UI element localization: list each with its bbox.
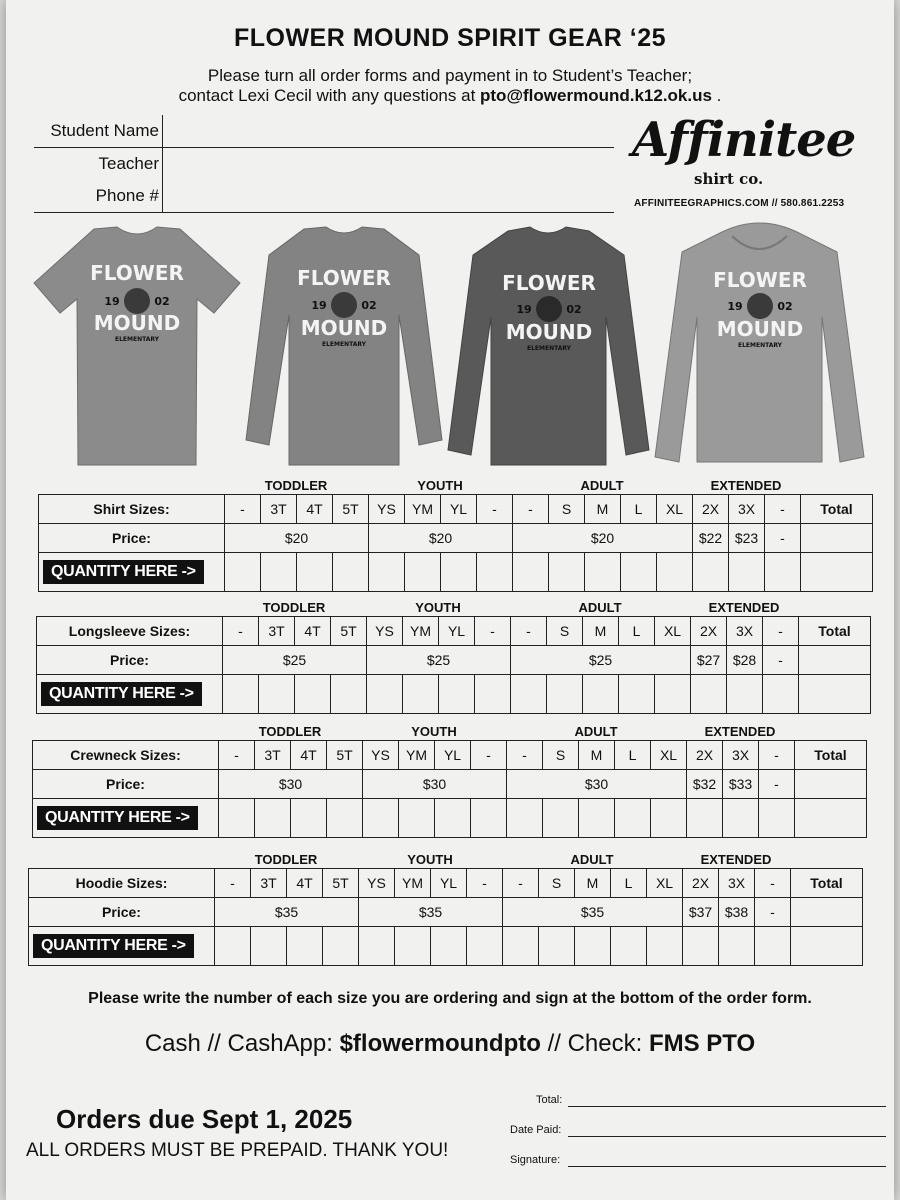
quantity-input[interactable] [297, 553, 333, 592]
size-header: - [507, 741, 543, 770]
size-header: M [575, 869, 611, 898]
size-header: 2X [691, 617, 727, 646]
quantity-input[interactable] [765, 553, 801, 592]
quantity-here-label: QUANTITY HERE -> [43, 560, 204, 584]
print-year-left: 19 [311, 299, 327, 312]
size-header: - [513, 495, 549, 524]
size-header: 3X [727, 617, 763, 646]
quantity-input[interactable] [621, 553, 657, 592]
print-mound: MOUND [505, 320, 593, 344]
print-elementary: ELEMENTARY [114, 336, 160, 343]
quantity-input[interactable] [683, 927, 719, 966]
size-header: 3T [259, 617, 295, 646]
size-header: - [225, 495, 261, 524]
price-adult: $25 [511, 646, 691, 675]
size-header: L [611, 869, 647, 898]
size-header: - [215, 869, 251, 898]
student-info-fields [34, 115, 614, 213]
size-header: 3T [251, 869, 287, 898]
quantity-input[interactable] [619, 675, 655, 714]
price-extended-x2: $27 [691, 646, 727, 675]
quantity-input[interactable] [471, 799, 507, 838]
price-row [37, 646, 871, 675]
print-elementary: ELEMENTARY [737, 342, 783, 349]
price-extended-xdash: - [765, 524, 801, 553]
price-label: Price: [37, 646, 223, 675]
print-year-right: 02 [777, 300, 793, 313]
size-header: S [549, 495, 585, 524]
size-header: YS [367, 617, 403, 646]
quantity-row [29, 927, 863, 966]
size-header: YL [435, 741, 471, 770]
size-header: 3X [723, 741, 759, 770]
size-header: YS [369, 495, 405, 524]
size-header: - [475, 617, 511, 646]
signature-line[interactable] [568, 1166, 886, 1167]
quantity-input[interactable] [611, 927, 647, 966]
print-year-right: 02 [154, 295, 170, 308]
print-year-left: 19 [727, 300, 743, 313]
size-header: 4T [291, 741, 327, 770]
logo-subtitle: shirt co. [694, 170, 764, 188]
group-header-extended: EXTENDED [710, 478, 782, 493]
quantity-input[interactable] [687, 799, 723, 838]
group-header-extended: EXTENDED [700, 852, 772, 867]
quantity-input[interactable] [251, 927, 287, 966]
size-header: - [759, 741, 795, 770]
group-header-extended: EXTENDED [708, 600, 780, 615]
size-header: - [223, 617, 259, 646]
size-header: 4T [297, 495, 333, 524]
size-header: - [765, 495, 801, 524]
size-header: YM [399, 741, 435, 770]
price-youth: $25 [367, 646, 511, 675]
tshirt-image [32, 225, 242, 470]
sizes-row [33, 741, 867, 770]
group-header-youth: YOUTH [407, 852, 453, 867]
bobcat-mascot-icon [747, 293, 773, 319]
quantity-input[interactable] [367, 675, 403, 714]
quantity-input[interactable] [723, 799, 759, 838]
size-header: YM [405, 495, 441, 524]
quantity-label-cell [39, 553, 225, 592]
size-header: XL [655, 617, 691, 646]
quantity-row [37, 675, 871, 714]
quantity-input[interactable] [323, 927, 359, 966]
quantity-input[interactable] [547, 675, 583, 714]
order-table [38, 494, 873, 592]
price-adult: $35 [503, 898, 683, 927]
quantity-input[interactable] [405, 553, 441, 592]
group-header-toddler: TODDLER [258, 724, 322, 739]
prepaid-notice: ALL ORDERS MUST BE PREPAID. THANK YOU! [26, 1140, 449, 1161]
quantity-input[interactable] [331, 675, 367, 714]
cashapp-handle: $flowermoundpto [339, 1030, 541, 1057]
group-header-toddler: TODDLER [262, 600, 326, 615]
quantity-input[interactable] [549, 553, 585, 592]
student-name-label: Student Name [50, 121, 159, 140]
quantity-input[interactable] [363, 799, 399, 838]
price-total-cell [801, 524, 873, 553]
logo-wordmark: Affinitee [632, 112, 856, 168]
print-flower: FLOWER [90, 261, 184, 285]
crewneck-image [446, 225, 651, 470]
size-header: L [621, 495, 657, 524]
quantity-input[interactable] [219, 799, 255, 838]
size-header: 3T [255, 741, 291, 770]
sizes-row [37, 617, 871, 646]
quantity-input[interactable] [511, 675, 547, 714]
quantity-input[interactable] [477, 553, 513, 592]
size-header: 3X [729, 495, 765, 524]
due-date: Orders due Sept 1, 2025 [56, 1104, 353, 1134]
date-paid-line[interactable] [568, 1136, 886, 1137]
size-header: 5T [323, 869, 359, 898]
student-name-field[interactable] [34, 115, 614, 148]
quantity-input[interactable] [327, 799, 363, 838]
quantity-input[interactable] [647, 927, 683, 966]
price-extended-xdash: - [755, 898, 791, 927]
size-header: YM [403, 617, 439, 646]
print-flower: FLOWER [297, 266, 391, 290]
total-line[interactable] [568, 1106, 886, 1107]
section-name: Shirt Sizes: [39, 495, 225, 524]
size-header: YL [439, 617, 475, 646]
form-intro [6, 66, 894, 106]
price-extended-x3: $33 [723, 770, 759, 799]
section-name: Longsleeve Sizes: [37, 617, 223, 646]
order-instructions: Please write the number of each size you are ordering and sign at the bottom of the order form. [88, 990, 812, 1007]
price-total-cell [799, 646, 871, 675]
price-label: Price: [39, 524, 225, 553]
print-mound: MOUND [716, 317, 804, 341]
total-header: Total [795, 741, 867, 770]
total-header: Total [801, 495, 873, 524]
check-payee: FMS PTO [648, 1030, 756, 1057]
size-header: L [619, 617, 655, 646]
date-paid-label: Date Paid: [510, 1124, 562, 1136]
order-table [28, 868, 863, 966]
size-header: YL [441, 495, 477, 524]
bobcat-mascot-icon [536, 296, 562, 322]
group-header-toddler: TODDLER [264, 478, 328, 493]
price-total-cell [791, 898, 863, 927]
section-total-input[interactable] [795, 799, 867, 838]
size-header: XL [651, 741, 687, 770]
group-header-adult: ADULT [570, 852, 614, 867]
price-adult: $20 [513, 524, 693, 553]
size-header: - [503, 869, 539, 898]
quantity-input[interactable] [287, 927, 323, 966]
sizes-row [29, 869, 863, 898]
quantity-input[interactable] [261, 553, 297, 592]
print-flower: FLOWER [502, 271, 596, 295]
price-extended-x3: $28 [727, 646, 763, 675]
print-elementary: ELEMENTARY [526, 345, 572, 352]
size-header: M [583, 617, 619, 646]
quantity-input[interactable] [507, 799, 543, 838]
print-year-right: 02 [566, 303, 582, 316]
size-header: - [219, 741, 255, 770]
quantity-input[interactable] [225, 553, 261, 592]
total-header: Total [791, 869, 863, 898]
size-header: 5T [333, 495, 369, 524]
phone-label: Phone # [95, 186, 159, 205]
price-youth: $35 [359, 898, 503, 927]
print-flower: FLOWER [713, 268, 807, 292]
student-name-input[interactable] [162, 115, 614, 147]
quantity-input[interactable] [693, 553, 729, 592]
quantity-input[interactable] [223, 675, 259, 714]
group-header-adult: ADULT [580, 478, 624, 493]
quantity-input[interactable] [403, 675, 439, 714]
group-header-youth: YOUTH [417, 478, 463, 493]
size-header: - [755, 869, 791, 898]
quantity-row [39, 553, 873, 592]
price-row [33, 770, 867, 799]
print-year-right: 02 [361, 299, 377, 312]
size-header: 4T [287, 869, 323, 898]
size-header: YS [359, 869, 395, 898]
size-header: S [539, 869, 575, 898]
quantity-row [33, 799, 867, 838]
price-total-cell [795, 770, 867, 799]
quantity-input[interactable] [399, 799, 435, 838]
size-header: - [763, 617, 799, 646]
quantity-input[interactable] [585, 553, 621, 592]
section-name: Crewneck Sizes: [33, 741, 219, 770]
price-toddler: $35 [215, 898, 359, 927]
group-header-toddler: TODDLER [254, 852, 318, 867]
quantity-label-cell [29, 927, 215, 966]
price-label: Price: [29, 898, 215, 927]
price-label: Price: [33, 770, 219, 799]
size-header: S [547, 617, 583, 646]
form-title: FLOWER MOUND SPIRIT GEAR ‘25 [233, 24, 667, 52]
teacher-field[interactable] [34, 148, 614, 180]
section-total-input[interactable] [801, 553, 873, 592]
quantity-input[interactable] [543, 799, 579, 838]
affinitee-logo [624, 112, 874, 212]
size-header: S [543, 741, 579, 770]
section-total-input[interactable] [799, 675, 871, 714]
price-toddler: $30 [219, 770, 363, 799]
size-header: - [477, 495, 513, 524]
size-header: XL [657, 495, 693, 524]
quantity-input[interactable] [583, 675, 619, 714]
quantity-label-cell [37, 675, 223, 714]
size-header: 2X [693, 495, 729, 524]
quantity-input[interactable] [513, 553, 549, 592]
price-extended-x3: $38 [719, 898, 755, 927]
quantity-input[interactable] [395, 927, 431, 966]
quantity-input[interactable] [359, 927, 395, 966]
quantity-input[interactable] [575, 927, 611, 966]
quantity-input[interactable] [651, 799, 687, 838]
size-header: 4T [295, 617, 331, 646]
quantity-input[interactable] [439, 675, 475, 714]
size-header: 3T [261, 495, 297, 524]
quantity-input[interactable] [503, 927, 539, 966]
print-year-left: 19 [516, 303, 532, 316]
size-header: L [615, 741, 651, 770]
quantity-input[interactable] [431, 927, 467, 966]
price-row [29, 898, 863, 927]
quantity-input[interactable] [763, 675, 799, 714]
quantity-input[interactable] [729, 553, 765, 592]
size-header: - [471, 741, 507, 770]
size-header: 5T [331, 617, 367, 646]
group-header-youth: YOUTH [415, 600, 461, 615]
quantity-input[interactable] [719, 927, 755, 966]
print-mound: MOUND [300, 316, 388, 340]
sizes-row [39, 495, 873, 524]
price-extended-xdash: - [759, 770, 795, 799]
print-mound: MOUND [93, 311, 181, 335]
price-row [39, 524, 873, 553]
hoodie-image [652, 222, 867, 467]
phone-input[interactable] [162, 180, 614, 212]
bobcat-mascot-icon [331, 292, 357, 318]
order-table [32, 740, 867, 838]
logo-contact: AFFINITEEGRAPHICS.COM // 580.861.2253 [634, 198, 845, 209]
size-header: YS [363, 741, 399, 770]
price-toddler: $20 [225, 524, 369, 553]
quantity-input[interactable] [539, 927, 575, 966]
contact-email: pto@flowermound.k12.ok.us [480, 86, 712, 105]
quantity-input[interactable] [255, 799, 291, 838]
quantity-input[interactable] [759, 799, 795, 838]
intro-line-2: contact Lexi Cecil with any questions at pto@flowermound.k12.ok.us . [178, 86, 722, 105]
quantity-input[interactable] [291, 799, 327, 838]
section-total-input[interactable] [791, 927, 863, 966]
group-header-adult: ADULT [578, 600, 622, 615]
price-extended-x3: $23 [729, 524, 765, 553]
size-header: YL [431, 869, 467, 898]
quantity-input[interactable] [333, 553, 369, 592]
phone-field[interactable] [34, 180, 614, 213]
quantity-input[interactable] [475, 675, 511, 714]
size-header: M [579, 741, 615, 770]
quantity-label-cell [33, 799, 219, 838]
group-header-youth: YOUTH [411, 724, 457, 739]
quantity-input[interactable] [615, 799, 651, 838]
size-header: M [585, 495, 621, 524]
print-year-left: 19 [104, 295, 120, 308]
longsleeve-image [244, 225, 444, 470]
total-label: Total: [536, 1094, 563, 1106]
price-toddler: $25 [223, 646, 367, 675]
group-header-adult: ADULT [574, 724, 618, 739]
price-adult: $30 [507, 770, 687, 799]
size-header: XL [647, 869, 683, 898]
quantity-input[interactable] [259, 675, 295, 714]
teacher-label: Teacher [98, 154, 159, 173]
price-extended-x2: $22 [693, 524, 729, 553]
section-name: Hoodie Sizes: [29, 869, 215, 898]
quantity-here-label: QUANTITY HERE -> [41, 682, 202, 706]
signature-label: Signature: [510, 1154, 561, 1166]
price-youth: $20 [369, 524, 513, 553]
intro-line-1: Please turn all order forms and payment in to Student’s Teacher; [207, 66, 693, 85]
size-header: 5T [327, 741, 363, 770]
teacher-input[interactable] [162, 148, 614, 180]
total-header: Total [799, 617, 871, 646]
size-header: 2X [683, 869, 719, 898]
size-header: 3X [719, 869, 755, 898]
order-table [36, 616, 871, 714]
quantity-here-label: QUANTITY HERE -> [37, 806, 198, 830]
price-extended-x2: $32 [687, 770, 723, 799]
quantity-input[interactable] [727, 675, 763, 714]
payment-options: Cash // CashApp: $flowermoundpto // Check: FMS PTO [144, 1030, 756, 1057]
quantity-input[interactable] [369, 553, 405, 592]
quantity-input[interactable] [215, 927, 251, 966]
quantity-here-label: QUANTITY HERE -> [33, 934, 194, 958]
group-header-extended: EXTENDED [704, 724, 776, 739]
price-extended-xdash: - [763, 646, 799, 675]
quantity-input[interactable] [691, 675, 727, 714]
quantity-input[interactable] [755, 927, 791, 966]
size-header: - [511, 617, 547, 646]
quantity-input[interactable] [655, 675, 691, 714]
quantity-input[interactable] [441, 553, 477, 592]
size-header: 2X [687, 741, 723, 770]
quantity-input[interactable] [467, 927, 503, 966]
price-extended-x2: $37 [683, 898, 719, 927]
print-elementary: ELEMENTARY [321, 341, 367, 348]
quantity-input[interactable] [295, 675, 331, 714]
quantity-input[interactable] [435, 799, 471, 838]
size-header: YM [395, 869, 431, 898]
size-header: - [467, 869, 503, 898]
quantity-input[interactable] [579, 799, 615, 838]
order-form [6, 0, 894, 1200]
quantity-input[interactable] [657, 553, 693, 592]
price-youth: $30 [363, 770, 507, 799]
